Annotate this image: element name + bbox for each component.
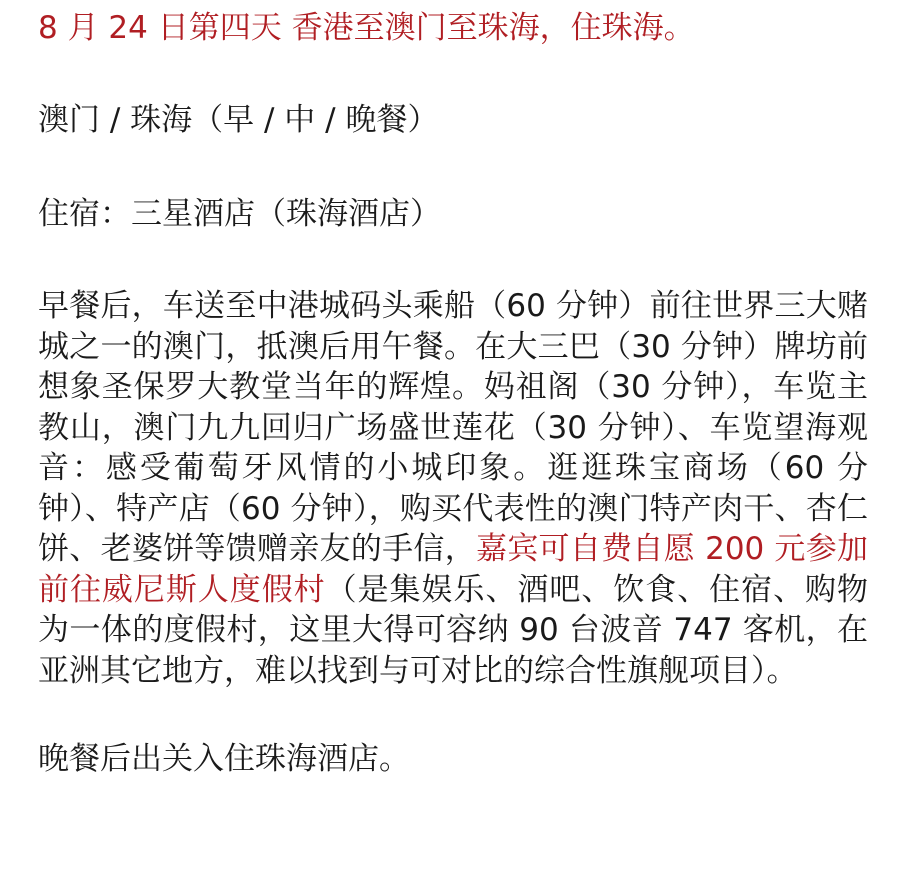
itinerary-document: [38, 8, 868, 779]
optional-excursion-highlight: 嘉宾可自费自愿 200 元参加前往威尼斯人度假村: [38, 531, 868, 608]
day-title: 8 月 24 日第四天 香港至澳门至珠海，住珠海。: [38, 10, 695, 46]
closing-line: 晚餐后出关入住珠海酒店。: [38, 741, 410, 777]
description-text-continued: （是集娱乐、酒吧、饮食、住宿、购物为一体的度假村，这里大得可容纳 90 台波音 747 客机，在亚洲其它地方，难以找到与可对比的综合性旗舰项目）。: [38, 571, 868, 689]
description-text: 早餐后，车送至中港城码头乘船（60 分钟）前往世界三大赌城之一的澳门，抵澳后用午餐。在大三巴（30 分钟）牌坊前想象圣保罗大教堂当年的辉煌。妈祖阁（30 分钟），车览主教山，澳门九九回归广场盛世莲花（30 分钟）、车览望海观音：感受葡萄牙风情的小城印象。逛逛珠宝商场（60 分钟）、特产店（60 分钟），购买代表性的澳门特产肉干、杏仁饼、老婆饼等馈赠亲友的手信，: [38, 288, 868, 567]
lodging-line: 住宿：三星酒店（珠海酒店）: [38, 196, 441, 232]
meals-line: 澳门 / 珠海（早 / 中 / 晚餐）: [38, 102, 439, 138]
itinerary-description: [38, 286, 868, 691]
